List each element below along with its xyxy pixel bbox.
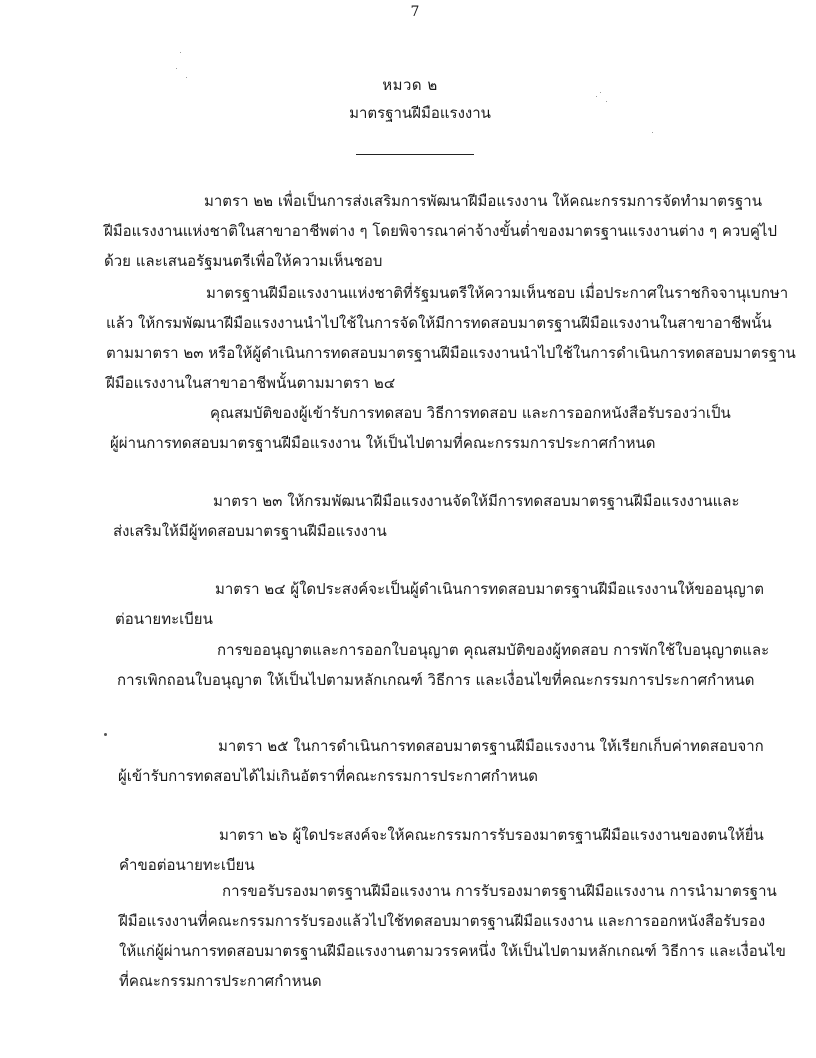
text-line: ต่อนายทะเบียน <box>115 610 213 628</box>
text-line: ตามมาตรา ๒๓ หรือให้ผู้ดำเนินการทดสอบมาตรฐานฝีมือแรงงานนำไปใช้ในการดำเนินการทดสอบมาตรฐาน <box>106 344 796 362</box>
section-22-paragraph <box>104 186 777 276</box>
text-line: ให้แก่ผู้ผ่านการทดสอบมาตรฐานฝีมือแรงงานตามวรรคหนึ่ง ให้เป็นไปตามหลักเกณฑ์ วิธีการ และเงื่อนไข <box>119 942 786 960</box>
text-line: มาตรา ๒๒ เพื่อเป็นการส่งเสริมการพัฒนาฝีมือแรงงาน ให้คณะกรรมการจัดทำมาตรฐาน <box>204 192 762 210</box>
text-line: มาตรา ๒๖ ผู้ใดประสงค์จะให้คณะกรรมการรับรองมาตรฐานฝีมือแรงงานของตนให้ยื่น <box>219 826 764 844</box>
text-line: ฝีมือแรงงานแห่งชาติในสาขาอาชีพต่าง ๆ โดยพิจารณาค่าจ้างขั้นต่ำของมาตรฐานแรงงานต่าง ๆ ควบคู่ไป <box>104 222 777 240</box>
text-line: มาตรา ๒๕ ในการดำเนินการทดสอบมาตรฐานฝีมือแรงงาน ให้เรียกเก็บค่าทดสอบจาก <box>218 737 764 755</box>
text-line: มาตรฐานฝีมือแรงงานแห่งชาติที่รัฐมนตรีให้ความเห็นชอบ เมื่อประกาศในราชกิจจานุเบกษา <box>206 284 789 302</box>
scan-speck <box>176 68 177 69</box>
scan-speck <box>180 52 181 53</box>
chapter-title: มาตรฐานฝีมือแรงงาน <box>349 104 491 122</box>
scan-speck <box>104 733 107 736</box>
title-divider <box>356 154 474 155</box>
text-line: ส่งเสริมให้มีผู้ทดสอบมาตรฐานฝีมือแรงงาน <box>113 522 387 540</box>
section-23-paragraph <box>113 486 740 546</box>
text-line: การเพิกถอนใบอนุญาต ให้เป็นไปตามหลักเกณฑ์ วิธีการ และเงื่อนไขที่คณะกรรมการประกาศกำหนด <box>117 671 755 689</box>
section-22-paragraph-2 <box>106 278 796 398</box>
section-26-paragraph-2 <box>119 876 786 996</box>
section-26-paragraph <box>119 820 764 880</box>
text-line: ผู้เข้ารับการทดสอบได้ไม่เกินอัตราที่คณะกรรมการประกาศกำหนด <box>118 767 539 785</box>
section-25-paragraph <box>118 731 764 791</box>
text-line: ด้วย และเสนอรัฐมนตรีเพื่อให้ความเห็นชอบ <box>104 252 383 270</box>
scan-speck <box>186 77 187 78</box>
text-line: การขอรับรองมาตรฐานฝีมือแรงงาน การรับรองมาตรฐานฝีมือแรงงาน การนำมาตรฐาน <box>222 882 777 900</box>
text-line: ฝีมือแรงงานที่คณะกรรมการรับรองแล้วไปใช้ทดสอบมาตรฐานฝีมือแรงงาน และการออกหนังสือรับรอง <box>119 912 766 930</box>
text-line: แล้ว ให้กรมพัฒนาฝีมือแรงงานนำไปใช้ในการจัดให้มีการทดสอบมาตรฐานฝีมือแรงงานในสาขาอาชีพนั้น <box>106 314 772 332</box>
scan-speck <box>596 96 597 97</box>
section-24-paragraph <box>115 574 764 634</box>
scan-speck <box>652 132 653 133</box>
text-line: คุณสมบัติของผู้เข้ารับการทดสอบ วิธีการทดสอบ และการออกหนังสือรับรองว่าเป็น <box>210 404 731 422</box>
scan-speck <box>606 101 607 102</box>
text-line: ผู้ผ่านการทดสอบมาตรฐานฝีมือแรงงาน ให้เป็นไปตามที่คณะกรรมการประกาศกำหนด <box>110 434 656 452</box>
text-line: คำขอต่อนายทะเบียน <box>119 856 255 874</box>
section-24-paragraph-2 <box>117 635 769 695</box>
page-number: 7 <box>410 4 420 20</box>
chapter-number: หมวด ๒ <box>382 76 438 94</box>
text-line: ฝีมือแรงงานในสาขาอาชีพนั้นตามมาตรา ๒๔ <box>106 374 396 392</box>
text-line: ที่คณะกรรมการประกาศกำหนด <box>119 972 322 990</box>
text-line: มาตรา ๒๔ ผู้ใดประสงค์จะเป็นผู้ดำเนินการทดสอบมาตรฐานฝีมือแรงงานให้ขออนุญาต <box>215 580 765 598</box>
section-22-paragraph-3 <box>110 398 731 458</box>
text-line: มาตรา ๒๓ ให้กรมพัฒนาฝีมือแรงงานจัดให้มีการทดสอบมาตรฐานฝีมือแรงงานและ <box>213 492 740 510</box>
scan-speck <box>600 92 601 93</box>
text-line: การขออนุญาตและการออกใบอนุญาต คุณสมบัติของผู้ทดสอบ การพักใช้ใบอนุญาตและ <box>217 641 770 659</box>
